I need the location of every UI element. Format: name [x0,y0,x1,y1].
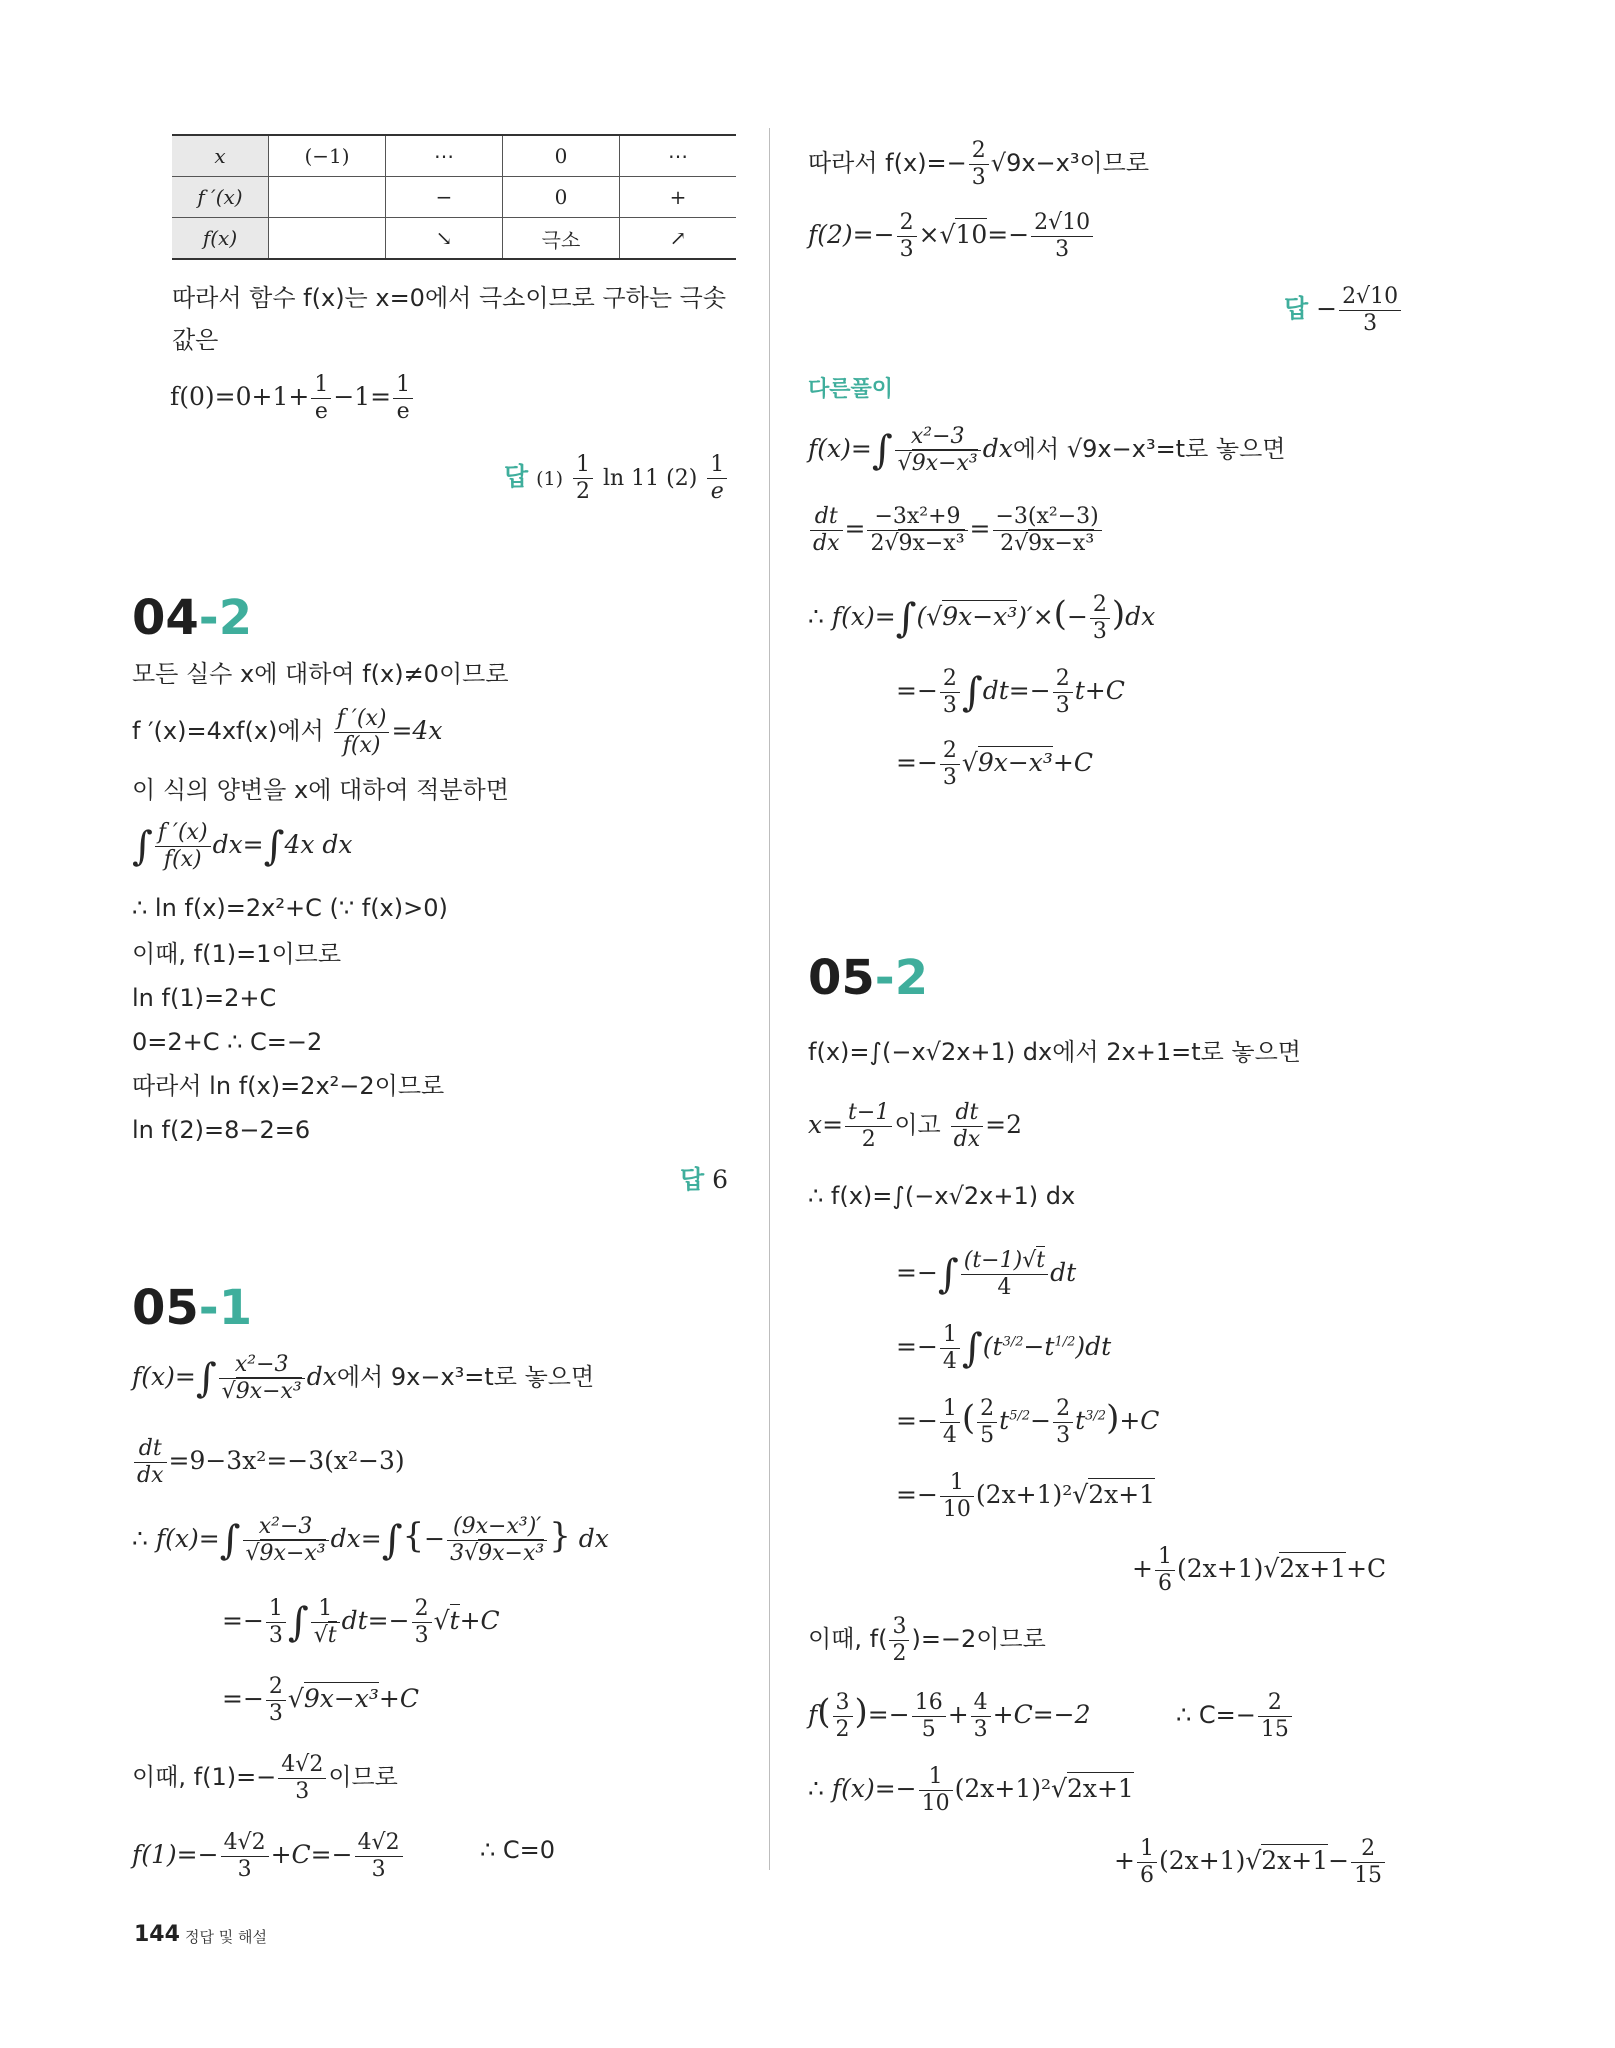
table-head: x [172,135,269,177]
equation: =−∫ $\frac{(t-1)√t}{4}$ dt [896,1248,1077,1300]
table-cell: 극소 [503,218,620,260]
answer-line: 답 (1) $\frac{1}{2}$ ln 11 (2) $\frac{1}{e}$ [504,452,729,505]
equation: ∴ ln f(x)=2x²+C (∵ f(x)>0) [132,894,448,922]
section-heading [132,590,252,646]
answer-label: 답 [680,1165,705,1194]
table-cell: ⋯ [386,135,503,177]
table-cell: + [620,177,737,218]
equation-text: f ′(x)=4xf(x)에서 [132,717,324,745]
equation-text: )=−2이므로 [911,1625,1046,1653]
answer-line: 답 − $\frac{2√10}{3}$ [1284,284,1403,337]
equation: =− $\frac{1}{10}$ (2x+1)²√2x+1 [896,1470,1156,1522]
equation: f(x)=∫ $\frac{\text{x²−3}}{\text{√9x−x³}}$ dx에서 √9x−x³=t로 놓으면 [808,424,1286,476]
table-head: f ′(x) [172,177,269,218]
equation-text: ∴ C=− [1176,1701,1256,1729]
equation-text: 에서 √9x−x³=t로 놓으면 [1012,435,1286,463]
equation: f(x)=∫ $\frac{\text{x²−3}}{\text{√9x−x³}}$ dx에서 9x−x³=t로 놓으면 [132,1352,595,1404]
page-number: 144 [134,1922,180,1947]
section-number: 05 [132,1280,199,1336]
section-heading [132,1280,252,1336]
equation-text: √9x−x³이므로 [990,149,1150,177]
equation: f(1)=− $\frac{4√2}{3}$ +C=− $\frac{4√2}{3}$ [132,1830,405,1883]
table-row [172,218,736,260]
answer-label: 답 [504,462,529,491]
paragraph: 값은 [172,326,219,354]
table-cell: ⋯ [620,135,737,177]
answer-value: 6 [712,1165,729,1194]
equation: 이때, f(1)=1이므로 [132,940,342,968]
equation-text: 이고 [894,1111,941,1139]
table-cell [269,218,386,260]
section-sub: -1 [198,1280,253,1336]
equation: =− $\frac{2}{3}$ √9x−x³+C [896,738,1093,790]
table-row [172,177,736,218]
equation: ln f(1)=2+C [132,984,277,1012]
section-number: 05 [808,950,875,1006]
paragraph: 모든 실수 x에 대하여 f(x)≠0이므로 [132,660,509,688]
equation: ∴ f(x)=∫(−x√2x+1) dx [808,1182,1076,1210]
equation: + $\frac{1}{6}$ (2x+1)√2x+1+C [1132,1544,1387,1596]
equation: ∫ $\frac{f '(x)}{f(x)}$ dx=∫4x dx [132,820,353,872]
equation-text: 이므로 [328,1763,398,1791]
table-cell: (−1) [269,135,386,177]
equation-text: 따라서 f(x)=− [808,149,967,177]
alt-solution-label: 다른풀이 [808,377,894,402]
equation: $\frac{dt}{dx}$ = $\frac{\text{−3x²+9}}{\text{2√9x−x³}}$ = $\frac{\text{−3(x²−3)}}{\text{2√9x−x³}}$ [808,504,1104,557]
answer-text: (1) [536,468,564,490]
section-heading [808,950,928,1006]
equation: ln f(2)=8−2=6 [132,1116,311,1144]
section-sub: -2 [874,950,929,1006]
equation: + $\frac{1}{6}$ (2x+1)√2x+1− $\frac{2}{15}$ [1114,1836,1387,1889]
table-row [172,135,736,177]
equation: ∴ f(x)=∫ $\frac{\text{x²−3}}{\text{√9x−x³}}$ dx=∫{− $\frac{\text{(9x−x³)′}}{\text{3√9x−x³}}$ } dx [132,1514,609,1566]
table-cell: 0 [503,135,620,177]
answer-text: ln 11 (2) [602,466,698,491]
answer-label: 답 [1284,294,1309,323]
table-head: f(x) [172,218,269,260]
equation: ∴ f(x)=∫(√9x−x³)′×(− $\frac{2}{3}$ )dx [808,592,1156,644]
table-cell: − [386,177,503,218]
equation: f( $\frac{3}{2}$ )=− $\frac{16}{5}$ + $\frac{4}{3}$ +C=−2 [808,1690,1091,1742]
equation: ∴ C=− $\frac{2}{15}$ [1176,1690,1294,1743]
equation: f(2)=− $\frac{2}{3}$ ×√10=− $\frac{2√10}{3}$ [808,210,1095,263]
equation: 0=2+C ∴ C=−2 [132,1028,323,1056]
equation-text: 에서 9x−x³=t로 놓으면 [336,1363,595,1391]
equation: ∴ C=0 [480,1836,556,1864]
table-cell: ↘ [386,218,503,260]
equation: x= $\frac{t-1}{2}$ 이고 $\frac{dt}{dx}$ =2 [808,1100,1023,1152]
equation: 이때, f(1)=− $\frac{4√2}{3}$ 이므로 [132,1752,398,1804]
equation: 이때, f( $\frac{3}{2}$ )=−2이므로 [808,1614,1046,1666]
equation: ∴ f(x)=− $\frac{1}{10}$ (2x+1)²√2x+1 [808,1764,1134,1816]
section-number: 04 [132,590,199,646]
equation: =− $\frac{1}{4}$ ( $\frac{2}{5}$ $t^{5/2}-$ $\frac{2}{3}$ $t^{3/2})+C$ [896,1396,1160,1448]
footer-label: 정답 및 해설 [185,1928,267,1946]
equation: =− $\frac{2}{3}$ ∫dt=− $\frac{2}{3}$ t+C [896,666,1125,718]
column-divider [769,128,770,1870]
increase-decrease-table [172,134,736,260]
table-cell: 0 [503,177,620,218]
equation: f(x)=∫(−x√2x+1) dx에서 2x+1=t로 놓으면 [808,1038,1301,1066]
paragraph: 따라서 함수 f(x)는 x=0에서 극소이므로 구하는 극솟 [172,284,727,312]
equation: $\frac{dt}{dx}$ =9−3x²=−3(x²−3) [132,1436,405,1489]
equation: =− $\frac{2}{3}$ √9x−x³+C [222,1674,419,1726]
equation: 따라서 ln f(x)=2x²−2이므로 [132,1072,445,1100]
table-cell [269,177,386,218]
answer-line [680,1160,728,1200]
equation: f(0)=0+1+ $\frac{1}{e}$ −1= $\frac{1}{e}$ [170,372,415,425]
section-sub: -2 [198,590,253,646]
equation: =− $\frac{1}{4}$ $\int(t^{3/2}-t^{1/2})dt$ [896,1322,1112,1374]
equation: 따라서 f(x)=− $\frac{2}{3}$ √9x−x³이므로 [808,138,1150,190]
equation-text: 이때, f( [808,1625,888,1653]
table-cell: ↗ [620,218,737,260]
equation-text: 이때, f(1)=− [132,1763,277,1791]
paragraph: 이 식의 양변을 x에 대하여 적분하면 [132,776,509,804]
equation: f ′(x)=4xf(x)에서 $\frac{f '(x)}{f(x)}$ =4x [132,706,443,758]
equation: =− $\frac{1}{3}$ ∫ $\frac{1}{√t}$ dt=− $\frac{2}{3}$ √t+C [222,1596,500,1648]
